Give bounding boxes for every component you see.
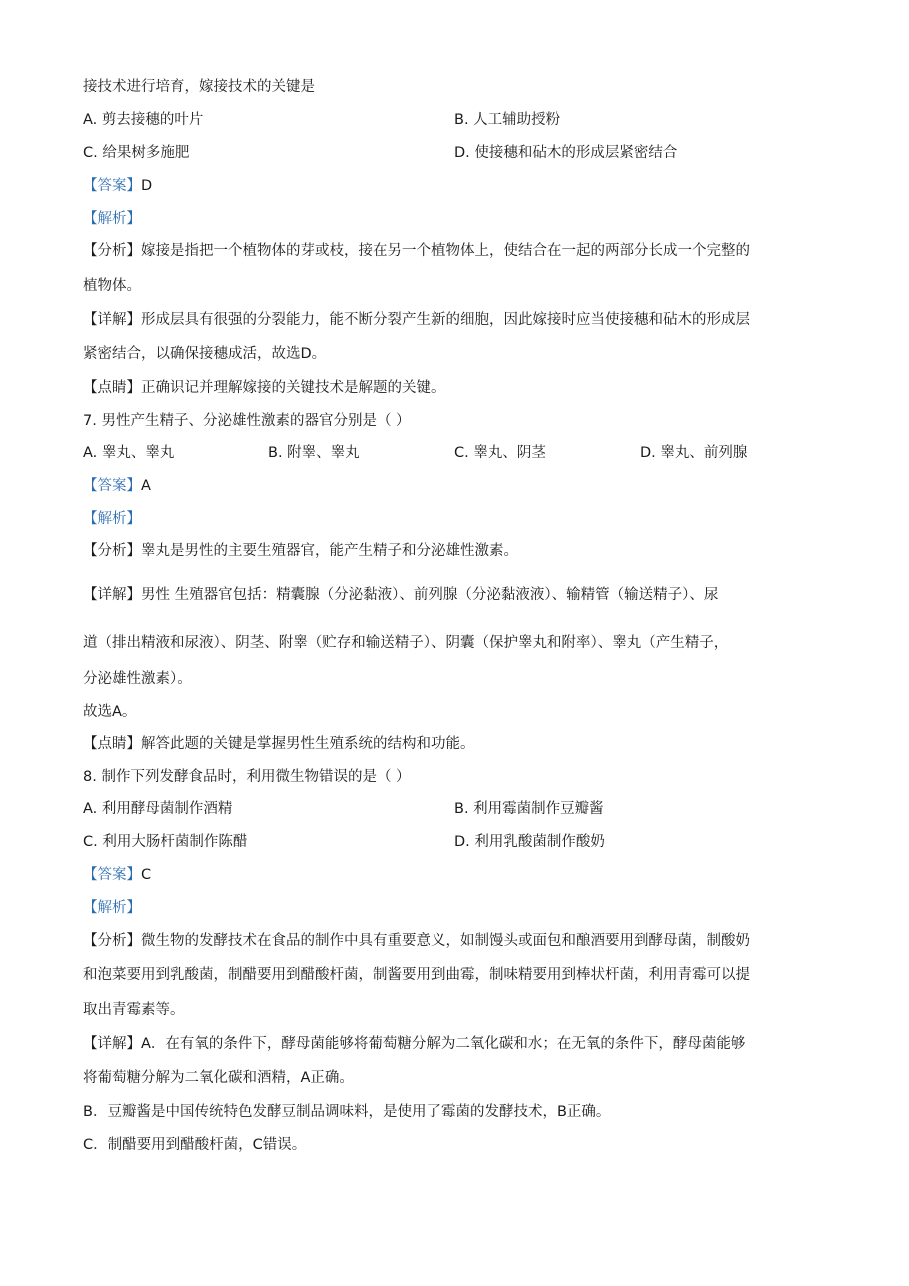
q6-analysis-line-2: 植物体。: [83, 278, 141, 294]
answer-value: D: [141, 178, 153, 194]
q6-detail-line-1: 【详解】形成层具有很强的分裂能力，能不断分裂产生新的细胞，因此嫁接时应当使接穗和砧木的形成层: [83, 312, 750, 328]
q6-answer: [83, 176, 152, 196]
q6-analysis-line-1: 【分析】嫁接是指把一个植物体的芽或枝，接在另一个植物体上，使结合在一起的两部分长成一个完整的: [83, 243, 750, 259]
q8-option-b: B. 利用霉菌制作豆瓣酱: [454, 801, 604, 817]
q8-option-d: D. 利用乳酸菌制作酸奶: [454, 834, 605, 850]
q8-answer: [83, 865, 151, 885]
q7-option-d: D. 睾丸、前列腺: [640, 445, 748, 461]
answer-label: 【答案】: [83, 478, 141, 494]
q8-analysis-line-1: 【分析】微生物的发酵技术在食品的制作中具有重要意义，如制馒头或面包和酿酒要用到酵母菌，制酸奶: [83, 933, 750, 949]
q7-detail-line-2: 道（排出精液和尿液）、阴茎、附睾（贮存和输送精子）、阴囊（保护睾丸和附率）、睾丸（产生精子，: [83, 635, 729, 651]
q6-analysis-label: 【解析】: [83, 211, 141, 227]
q6-stem-continued: 接技术进行培育，嫁接技术的关键是: [83, 79, 315, 95]
q7-choice: 故选A。: [83, 704, 137, 720]
answer-label: 【答案】: [83, 178, 141, 194]
q6-tip: 【点睛】正确识记并理解嫁接的关键技术是解题的关键。: [83, 380, 446, 396]
answer-value: A: [141, 478, 151, 494]
q8-stem: 8. 制作下列发酵食品时，利用微生物错误的是（ ）: [83, 769, 411, 785]
q7-detail-line-3: 分泌雄性激素）。: [83, 671, 192, 687]
q7-answer: [83, 476, 151, 496]
q6-detail-line-2: 紧密结合，以确保接穗成活，故选D。: [83, 346, 327, 362]
q7-option-a: A. 睾丸、睾丸: [83, 445, 175, 461]
q8-option-c: C. 利用大肠杆菌制作陈醋: [83, 834, 248, 850]
q6-option-c: C. 给果树多施肥: [83, 145, 190, 161]
q8-analysis-line-3: 取出青霉素等。: [83, 1002, 185, 1018]
q8-detail-b: B．豆瓣酱是中国传统特色发酵豆制品调味料，是使用了霉菌的发酵技术，B正确。: [83, 1104, 611, 1120]
q6-option-d: D. 使接穗和砧木的形成层紧密结合: [454, 145, 678, 161]
q8-detail-line-1: 【详解】A．在有氧的条件下，酵母菌能够将葡萄糖分解为二氧化碳和水；在无氧的条件下，酵母菌能够: [83, 1036, 746, 1052]
q8-analysis-line-2: 和泡菜要用到乳酸菌，制醋要用到醋酸杆菌，制酱要用到曲霉，制味精要用到棒状杆菌，利用青霉可以提: [83, 967, 750, 983]
answer-value: C: [141, 867, 152, 883]
q6-option-a: A. 剪去接穗的叶片: [83, 112, 204, 128]
q7-option-c: C. 睾丸、阴茎: [454, 445, 546, 461]
q8-option-a: A. 利用酵母菌制作酒精: [83, 801, 233, 817]
q7-option-b: B. 附睾、睾丸: [268, 445, 360, 461]
answer-label: 【答案】: [83, 867, 141, 883]
q7-analysis: 【分析】睾丸是男性的主要生殖器官，能产生精子和分泌雄性激素。: [83, 543, 518, 559]
q7-analysis-label: 【解析】: [83, 511, 141, 527]
q7-tip: 【点睛】解答此题的关键是掌握男性生殖系统的结构和功能。: [83, 736, 475, 752]
q8-analysis-label: 【解析】: [83, 900, 141, 916]
q8-detail-line-2: 将葡萄糖分解为二氧化碳和酒精，A正确。: [83, 1070, 354, 1086]
q7-detail-line-1: 【详解】男性 生殖器官包括：精囊腺（分泌黏液）、前列腺（分泌黏液液）、输精管（输送精子）、尿: [83, 587, 719, 603]
q6-option-b: B. 人工辅助授粉: [454, 112, 561, 128]
q8-detail-c: C．制醋要用到醋酸杆菌，C错误。: [83, 1137, 307, 1153]
q7-stem: 7. 男性产生精子、分泌雄性激素的器官分别是（ ）: [83, 413, 411, 429]
